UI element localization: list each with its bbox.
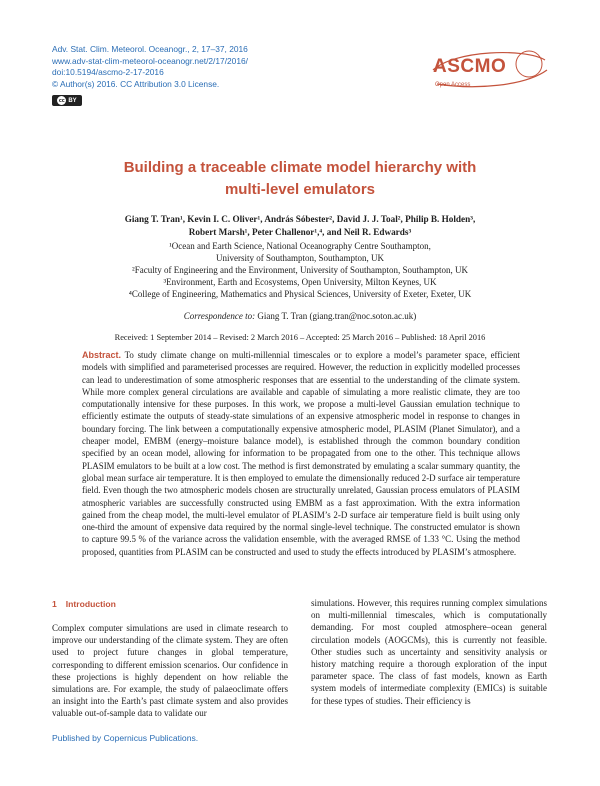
cc-license-icon[interactable]: cc BY (52, 95, 82, 106)
publication-dates: Received: 1 September 2014 – Revised: 2 March 2016 – Accepted: 25 March 2016 – Published: 18 April 2016 (114, 333, 486, 342)
journal-header (52, 44, 248, 90)
logo-wordmark: ASCMO (433, 56, 507, 77)
affiliation: ¹Ocean and Earth Science, National Oceanography Centre Southampton, (169, 241, 431, 251)
doi[interactable]: doi:10.5194/ascmo-2-17-2016 (52, 67, 164, 77)
section-number: 1 (52, 599, 57, 609)
copyright: © Author(s) 2016. CC Attribution 3.0 License. (52, 78, 220, 89)
correspondence-label: Correspondence to: (183, 311, 256, 321)
ascmo-logo (425, 46, 555, 96)
affiliation: University of Southampton, Southampton, UK (216, 253, 384, 263)
authors-line-2: Robert Marsh¹, Peter Challenor¹,⁴, and Neil R. Edwards³ (188, 227, 412, 237)
authors-line-1: Giang T. Tran¹, Kevin I. C. Oliver¹, András Sóbester², David J. J. Toal², Philip B. Holden³, (124, 214, 476, 224)
correspondence-email[interactable]: Giang T. Tran (giang.tran@noc.soton.ac.uk) (257, 311, 417, 321)
affiliation: ⁴College of Engineering, Mathematics and Physical Sciences, University of Exeter, Exeter, UK (128, 289, 472, 299)
section-title: Introduction (65, 599, 116, 609)
affiliation: ²Faculty of Engineering and the Environment, University of Southampton, Southampton, UK (132, 265, 468, 275)
body-column-left: Complex computer simulations are used in climate research to improve our understanding of the climate system. They are often used to project future changes in global temperature, corresponding to different emission scenarios. Our confidence in these projections is highly dependent on how reliable the simulations are. For example, the study of palaeoclimate offers an insight into the Earth’s past climate system and also provides valuable out-of-sample data to validate our (52, 623, 288, 719)
abstract-text: To study climate change on multi-millennial timescales or to explore a model’s parameter space, efficient models with simplified and parameterised processes are required. However, the reduction in explicitly modelled processes can lead to underestimation of some atmospheric responses that are essential to the understanding of the climate system. While more complex general circulations are available and capable of simulating a more realistic climate, they are too computationally intensive for these purposes. In this work, we propose a multi-level Gaussian emulation technique to efficiently estimate the outputs of steady-state simulations of an expensive atmospheric model in response to changes in boundary forcing. The link between a computationally expensive atmospheric model, PLASIM (Planet Simulator), and a cheaper model, EMBM (energy–moisture balance model), is established through the common boundary condition specified by an ocean model, allowing for information to be propagated from one to the other. This technique allows PLASIM emulators to be built at a low cost. The method is first demonstrated by emulating a scalar summary quantity, the global mean surface air temperature. It is then employed to emulate the dimensionally reduced 2-D surface air temperature field. Even though the two atmospheric models chosen are structurally unrelated, Gaussian process emulators of PLASIM atmospheric variables are successfully constructed using EMBM as a fast approximation. With the extra information gained from the cheap model, the multi-level emulator of PLASIM’s 2-D surface air temperature field is built using only one-third the amount of expensive data required by the normal single-level technique. The constructed emulator is shown to capture 99.5 % of the variance across the validation ensemble, with the averaged RMSE of 1.33 °C. Using the method proposed, quantities from PLASIM can be constructed and used to study the effects introduced by PLASIM’s atmosphere. (82, 350, 520, 557)
publisher-footer: Published by Copernicus Publications. (52, 733, 199, 743)
paper-title-line-2: multi-level emulators (224, 181, 376, 198)
paper-title-line-1: Building a traceable climate model hierarchy with (123, 159, 477, 176)
abstract (82, 349, 520, 558)
journal-url[interactable]: www.adv-stat-clim-meteorol-oceanogr.net/2/17/2016/ (52, 55, 248, 66)
affiliations (60, 240, 540, 300)
abstract-label: Abstract. (82, 350, 122, 360)
affiliation: ³Environment, Earth and Ecosystems, Open University, Milton Keynes, UK (163, 277, 437, 287)
correspondence (60, 311, 540, 321)
section-heading (52, 599, 116, 609)
open-access-label: Open Access (435, 82, 471, 88)
body-column-right: simulations. However, this requires running complex simulations on multi-millennial timescales, which is computationally demanding. For most coupled atmosphere–ocean general circulation models (AOGCMs), this is currently not feasible. Other studies such as uncertainty and sensitivity analysis or history matching require a thorough exploration of the input parameter space. The class of fast models, known as Earth system models of intermediate complexity (EMICs) is suitable for these types of studies. Their efficiency is (311, 598, 547, 706)
author-list (60, 213, 540, 239)
journal-citation: Adv. Stat. Clim. Meteorol. Oceanogr., 2, 17–37, 2016 (52, 44, 248, 54)
